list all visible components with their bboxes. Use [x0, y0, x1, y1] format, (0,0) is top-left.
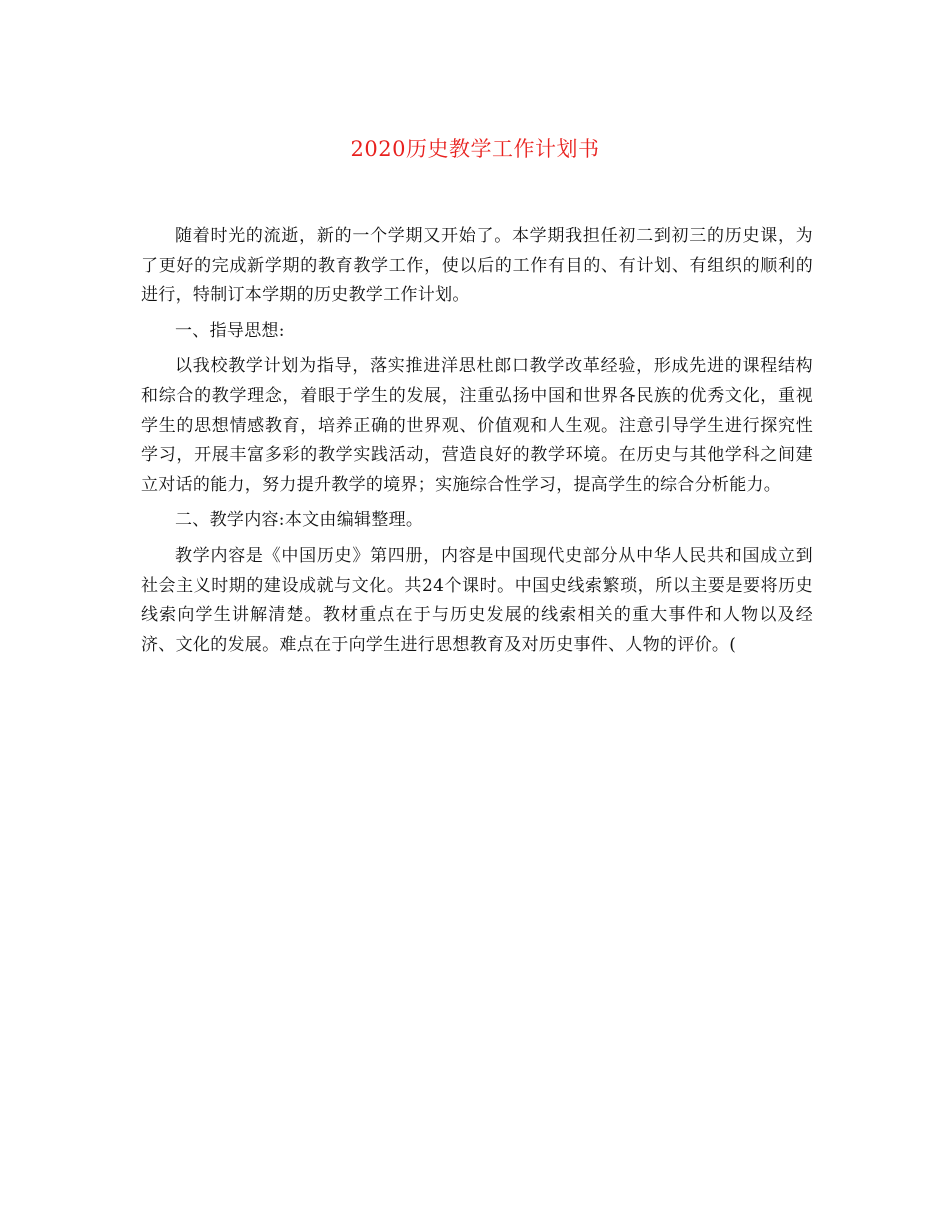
document-body — [141, 222, 813, 666]
section-heading-teaching-content: 二、教学内容:本文由编辑整理。 — [175, 510, 424, 531]
paragraph-teaching-content: 教学内容是《中国历史》第四册，内容是中国现代史部分从中华人民共和国成立到社会主义时期的建设成就与文化。共24个课时。中国史线索繁琐，所以主要是要将历史线索向学生讲解清楚。教材重点在于与历史发展的线索相关的重大事件和人物以及经济、文化的发展。难点在于向学生进行思想教育及对历史事件、人物的评价。( — [141, 545, 813, 655]
paragraph-intro: 随着时光的流逝，新的一个学期又开始了。本学期我担任初二到初三的历史课，为了更好的完成新学期的教育教学工作，使以后的工作有目的、有计划、有组织的顺利的进行，特制订本学期的历史教学工作计划。 — [141, 226, 813, 306]
document-title: 2020历史教学工作计划书 — [350, 137, 600, 161]
section-heading-guiding-thought: 一、指导思想: — [175, 320, 285, 341]
paragraph-guiding-thought: 以我校教学计划为指导，落实推进洋思杜郎口教学改革经验，形成先进的课程结构和综合的教学理念，着眼于学生的发展，注重弘扬中国和世界各民族的优秀文化，重视学生的思想情感教育，培养正确的世界观、价值观和人生观。注意引导学生进行探究性学习，开展丰富多彩的教学实践活动，营造良好的教学环境。在历史与其他学科之间建立对话的能力，努力提升教学的境界；实施综合性学习，提高学生的综合分析能力。 — [141, 356, 813, 495]
